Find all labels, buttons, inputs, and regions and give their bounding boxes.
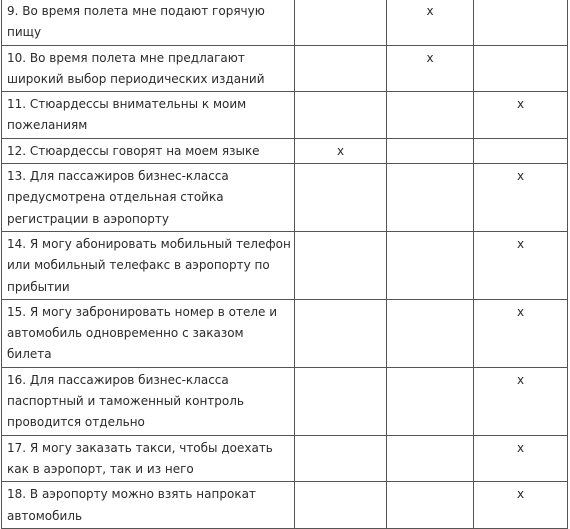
rating-cell-3: x [474,367,568,435]
table-row [2,92,568,139]
question-cell: 17. Я могу заказать такси, чтобы доехать как в аэропорт, так и из него [2,435,295,482]
table-row [2,45,568,92]
rating-cell-1 [295,299,387,367]
rating-cell-1 [295,164,387,232]
rating-cell-3 [474,138,568,163]
rating-cell-2 [387,164,474,232]
table-row [2,299,568,367]
survey-table [1,0,568,529]
table-row [2,482,568,529]
rating-cell-3 [474,0,568,45]
rating-cell-2 [387,231,474,299]
rating-cell-1 [295,435,387,482]
rating-cell-3 [474,45,568,92]
table-row [2,0,568,45]
table-row [2,231,568,299]
question-cell: 14. Я могу абонировать мобильный телефон или мобильный телефакс в аэропорту по прибытии [2,231,295,299]
question-cell: 9. Во время полета мне подают горячую пищу [2,0,295,45]
rating-cell-1 [295,45,387,92]
rating-cell-3: x [474,299,568,367]
table-row [2,138,568,163]
question-cell: 18. В аэропорту можно взять напрокат автомобиль [2,482,295,529]
rating-cell-3: x [474,435,568,482]
rating-cell-2 [387,482,474,529]
rating-cell-2: x [387,0,474,45]
rating-cell-3: x [474,92,568,139]
question-cell: 15. Я могу забронировать номер в отеле и автомобиль одновременно с заказом билета [2,299,295,367]
rating-cell-1: x [295,138,387,163]
rating-cell-1 [295,231,387,299]
question-cell: 10. Во время полета мне предлагают широкий выбор периодических изданий [2,45,295,92]
table-row [2,367,568,435]
rating-cell-1 [295,92,387,139]
question-cell: 12. Стюардессы говорят на моем языке [2,138,295,163]
rating-cell-2 [387,435,474,482]
question-cell: 11. Стюардессы внимательны к моим пожеланиям [2,92,295,139]
question-cell: 13. Для пассажиров бизнес-класса предусмотрена отдельная стойка регистрации в аэропорту [2,164,295,232]
table-row [2,164,568,232]
rating-cell-3: x [474,231,568,299]
table-row [2,435,568,482]
rating-cell-2 [387,299,474,367]
rating-cell-3: x [474,482,568,529]
rating-cell-1 [295,0,387,45]
rating-cell-1 [295,482,387,529]
question-cell: 16. Для пассажиров бизнес-класса паспортный и таможенный контроль проводится отдельно [2,367,295,435]
rating-cell-2 [387,367,474,435]
rating-cell-2 [387,138,474,163]
rating-cell-2 [387,92,474,139]
rating-cell-1 [295,367,387,435]
rating-cell-2: x [387,45,474,92]
rating-cell-3: x [474,164,568,232]
